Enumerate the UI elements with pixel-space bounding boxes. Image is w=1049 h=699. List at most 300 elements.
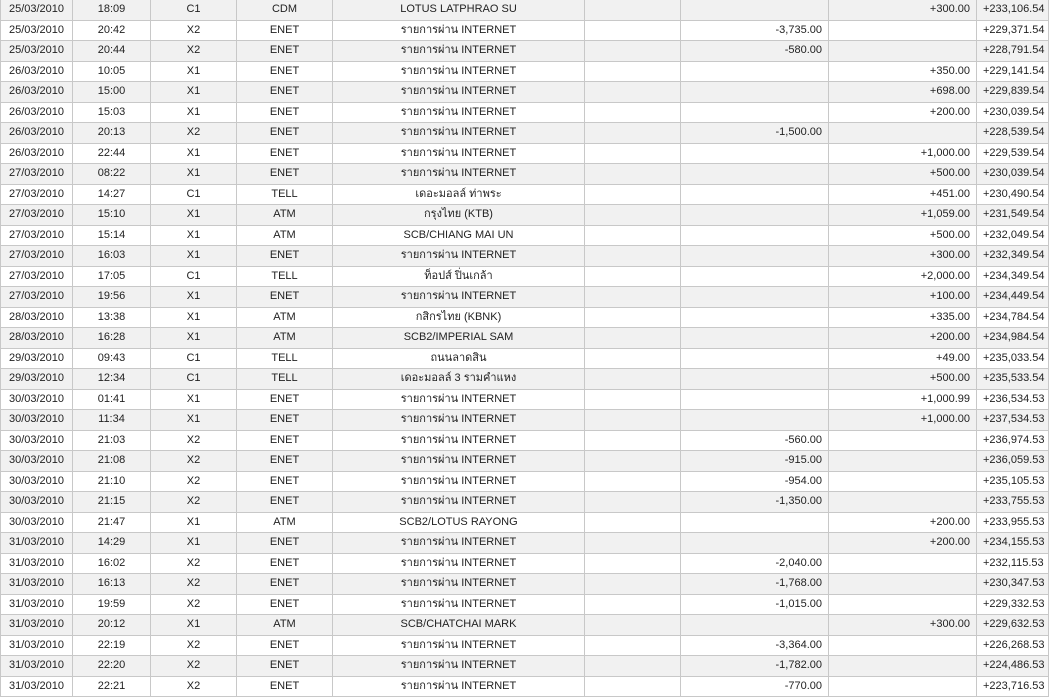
balance-cell: +229,839.54 (977, 82, 1049, 103)
note-cell (585, 307, 681, 328)
time-cell: 12:34 (73, 369, 151, 390)
note-cell (585, 246, 681, 267)
code-cell: C1 (151, 266, 237, 287)
table-row (1, 553, 1049, 574)
deposit-cell: +200.00 (829, 328, 977, 349)
description-cell: รายการผ่าน INTERNET (333, 471, 585, 492)
deposit-cell: +1,059.00 (829, 205, 977, 226)
date-cell: 25/03/2010 (1, 0, 73, 20)
date-cell: 26/03/2010 (1, 61, 73, 82)
description-cell: LOTUS LATPHRAO SU (333, 0, 585, 20)
deposit-cell: +698.00 (829, 82, 977, 103)
description-cell: SCB2/LOTUS RAYONG (333, 512, 585, 533)
date-cell: 27/03/2010 (1, 225, 73, 246)
description-cell: รายการผ่าน INTERNET (333, 123, 585, 144)
description-cell: รายการผ่าน INTERNET (333, 430, 585, 451)
table-row (1, 348, 1049, 369)
withdrawal-cell (681, 205, 829, 226)
description-cell: รายการผ่าน INTERNET (333, 82, 585, 103)
withdrawal-cell (681, 102, 829, 123)
code-cell: C1 (151, 0, 237, 20)
note-cell (585, 164, 681, 185)
time-cell: 19:59 (73, 594, 151, 615)
description-cell: รายการผ่าน INTERNET (333, 102, 585, 123)
description-cell: ท็อปส์ ปิ่นเกล้า (333, 266, 585, 287)
withdrawal-cell (681, 533, 829, 554)
withdrawal-cell: -954.00 (681, 471, 829, 492)
channel-cell: ATM (237, 205, 333, 226)
channel-cell: CDM (237, 0, 333, 20)
balance-cell: +230,039.54 (977, 164, 1049, 185)
balance-cell: +229,332.53 (977, 594, 1049, 615)
date-cell: 30/03/2010 (1, 492, 73, 513)
channel-cell: ENET (237, 389, 333, 410)
balance-cell: +234,349.54 (977, 266, 1049, 287)
balance-cell: +229,632.53 (977, 615, 1049, 636)
date-cell: 31/03/2010 (1, 594, 73, 615)
balance-cell: +235,533.54 (977, 369, 1049, 390)
table-row (1, 533, 1049, 554)
code-cell: X1 (151, 225, 237, 246)
deposit-cell: +500.00 (829, 225, 977, 246)
time-cell: 16:02 (73, 553, 151, 574)
description-cell: รายการผ่าน INTERNET (333, 676, 585, 697)
table-row (1, 287, 1049, 308)
deposit-cell (829, 676, 977, 697)
date-cell: 28/03/2010 (1, 328, 73, 349)
balance-cell: +237,534.53 (977, 410, 1049, 431)
balance-cell: +229,539.54 (977, 143, 1049, 164)
date-cell: 29/03/2010 (1, 348, 73, 369)
channel-cell: ENET (237, 533, 333, 554)
balance-cell: +232,049.54 (977, 225, 1049, 246)
channel-cell: ATM (237, 307, 333, 328)
date-cell: 30/03/2010 (1, 451, 73, 472)
note-cell (585, 143, 681, 164)
note-cell (585, 492, 681, 513)
table-row (1, 676, 1049, 697)
note-cell (585, 41, 681, 62)
code-cell: X1 (151, 102, 237, 123)
channel-cell: ENET (237, 492, 333, 513)
description-cell: รายการผ่าน INTERNET (333, 20, 585, 41)
balance-cell: +228,539.54 (977, 123, 1049, 144)
balance-cell: +230,490.54 (977, 184, 1049, 205)
channel-cell: ENET (237, 246, 333, 267)
code-cell: X1 (151, 287, 237, 308)
channel-cell: ATM (237, 615, 333, 636)
balance-cell: +232,115.53 (977, 553, 1049, 574)
channel-cell: ENET (237, 102, 333, 123)
withdrawal-cell: -1,500.00 (681, 123, 829, 144)
time-cell: 13:38 (73, 307, 151, 328)
description-cell: รายการผ่าน INTERNET (333, 533, 585, 554)
deposit-cell: +100.00 (829, 287, 977, 308)
description-cell: SCB/CHIANG MAI UN (333, 225, 585, 246)
withdrawal-cell (681, 143, 829, 164)
table-row (1, 410, 1049, 431)
description-cell: รายการผ่าน INTERNET (333, 164, 585, 185)
balance-cell: +233,755.53 (977, 492, 1049, 513)
date-cell: 31/03/2010 (1, 615, 73, 636)
date-cell: 30/03/2010 (1, 389, 73, 410)
note-cell (585, 594, 681, 615)
time-cell: 19:56 (73, 287, 151, 308)
note-cell (585, 184, 681, 205)
note-cell (585, 615, 681, 636)
table-row (1, 164, 1049, 185)
code-cell: X2 (151, 430, 237, 451)
time-cell: 21:08 (73, 451, 151, 472)
deposit-cell: +300.00 (829, 615, 977, 636)
code-cell: X2 (151, 594, 237, 615)
note-cell (585, 0, 681, 20)
date-cell: 26/03/2010 (1, 143, 73, 164)
code-cell: X2 (151, 574, 237, 595)
note-cell (585, 471, 681, 492)
code-cell: X2 (151, 635, 237, 656)
withdrawal-cell (681, 61, 829, 82)
withdrawal-cell (681, 287, 829, 308)
deposit-cell: +2,000.00 (829, 266, 977, 287)
time-cell: 15:10 (73, 205, 151, 226)
table-row (1, 656, 1049, 677)
time-cell: 16:28 (73, 328, 151, 349)
date-cell: 30/03/2010 (1, 512, 73, 533)
channel-cell: ENET (237, 574, 333, 595)
withdrawal-cell (681, 512, 829, 533)
channel-cell: ENET (237, 471, 333, 492)
deposit-cell (829, 553, 977, 574)
channel-cell: ENET (237, 451, 333, 472)
time-cell: 20:13 (73, 123, 151, 144)
channel-cell: ATM (237, 328, 333, 349)
channel-cell: ENET (237, 287, 333, 308)
description-cell: รายการผ่าน INTERNET (333, 492, 585, 513)
time-cell: 20:44 (73, 41, 151, 62)
date-cell: 27/03/2010 (1, 246, 73, 267)
balance-cell: +226,268.53 (977, 635, 1049, 656)
date-cell: 27/03/2010 (1, 205, 73, 226)
deposit-cell: +300.00 (829, 246, 977, 267)
table-row (1, 389, 1049, 410)
channel-cell: ENET (237, 61, 333, 82)
time-cell: 01:41 (73, 389, 151, 410)
code-cell: X1 (151, 164, 237, 185)
withdrawal-cell (681, 225, 829, 246)
balance-cell: +224,486.53 (977, 656, 1049, 677)
withdrawal-cell (681, 246, 829, 267)
description-cell: กสิกรไทย (KBNK) (333, 307, 585, 328)
table-row (1, 266, 1049, 287)
note-cell (585, 553, 681, 574)
code-cell: X2 (151, 471, 237, 492)
balance-cell: +229,141.54 (977, 61, 1049, 82)
deposit-cell (829, 451, 977, 472)
note-cell (585, 328, 681, 349)
channel-cell: ENET (237, 82, 333, 103)
channel-cell: ENET (237, 41, 333, 62)
date-cell: 30/03/2010 (1, 430, 73, 451)
withdrawal-cell (681, 348, 829, 369)
withdrawal-cell (681, 164, 829, 185)
withdrawal-cell (681, 307, 829, 328)
channel-cell: ENET (237, 430, 333, 451)
description-cell: SCB2/IMPERIAL SAM (333, 328, 585, 349)
description-cell: เดอะมอลล์ ท่าพระ (333, 184, 585, 205)
note-cell (585, 656, 681, 677)
table-row (1, 123, 1049, 144)
note-cell (585, 369, 681, 390)
time-cell: 21:47 (73, 512, 151, 533)
deposit-cell: +335.00 (829, 307, 977, 328)
table-row (1, 492, 1049, 513)
table-row (1, 20, 1049, 41)
description-cell: รายการผ่าน INTERNET (333, 451, 585, 472)
date-cell: 27/03/2010 (1, 164, 73, 185)
channel-cell: ENET (237, 635, 333, 656)
note-cell (585, 205, 681, 226)
withdrawal-cell: -560.00 (681, 430, 829, 451)
withdrawal-cell (681, 615, 829, 636)
date-cell: 25/03/2010 (1, 41, 73, 62)
channel-cell: ENET (237, 410, 333, 431)
time-cell: 11:34 (73, 410, 151, 431)
code-cell: X2 (151, 451, 237, 472)
table-row (1, 102, 1049, 123)
description-cell: รายการผ่าน INTERNET (333, 41, 585, 62)
time-cell: 20:12 (73, 615, 151, 636)
balance-cell: +233,106.54 (977, 0, 1049, 20)
date-cell: 26/03/2010 (1, 82, 73, 103)
description-cell: รายการผ่าน INTERNET (333, 635, 585, 656)
date-cell: 31/03/2010 (1, 574, 73, 595)
withdrawal-cell (681, 0, 829, 20)
withdrawal-cell (681, 184, 829, 205)
table-row (1, 430, 1049, 451)
note-cell (585, 676, 681, 697)
note-cell (585, 635, 681, 656)
time-cell: 09:43 (73, 348, 151, 369)
time-cell: 17:05 (73, 266, 151, 287)
time-cell: 08:22 (73, 164, 151, 185)
code-cell: X2 (151, 123, 237, 144)
deposit-cell (829, 594, 977, 615)
channel-cell: TELL (237, 184, 333, 205)
balance-cell: +235,105.53 (977, 471, 1049, 492)
withdrawal-cell: -1,782.00 (681, 656, 829, 677)
code-cell: X1 (151, 615, 237, 636)
description-cell: รายการผ่าน INTERNET (333, 656, 585, 677)
deposit-cell: +1,000.99 (829, 389, 977, 410)
table-row (1, 82, 1049, 103)
code-cell: X1 (151, 389, 237, 410)
table-row (1, 143, 1049, 164)
balance-cell: +223,716.53 (977, 676, 1049, 697)
balance-cell: +234,155.53 (977, 533, 1049, 554)
balance-cell: +234,449.54 (977, 287, 1049, 308)
withdrawal-cell: -580.00 (681, 41, 829, 62)
withdrawal-cell (681, 410, 829, 431)
deposit-cell: +49.00 (829, 348, 977, 369)
note-cell (585, 533, 681, 554)
balance-cell: +233,955.53 (977, 512, 1049, 533)
code-cell: X1 (151, 328, 237, 349)
table-row (1, 574, 1049, 595)
channel-cell: TELL (237, 369, 333, 390)
note-cell (585, 451, 681, 472)
withdrawal-cell (681, 389, 829, 410)
note-cell (585, 82, 681, 103)
code-cell: X1 (151, 410, 237, 431)
code-cell: X1 (151, 246, 237, 267)
balance-cell: +236,974.53 (977, 430, 1049, 451)
date-cell: 30/03/2010 (1, 471, 73, 492)
channel-cell: ENET (237, 123, 333, 144)
date-cell: 31/03/2010 (1, 635, 73, 656)
note-cell (585, 102, 681, 123)
note-cell (585, 512, 681, 533)
time-cell: 21:10 (73, 471, 151, 492)
table-row (1, 246, 1049, 267)
time-cell: 14:29 (73, 533, 151, 554)
table-row (1, 205, 1049, 226)
balance-cell: +230,039.54 (977, 102, 1049, 123)
deposit-cell: +350.00 (829, 61, 977, 82)
note-cell (585, 430, 681, 451)
channel-cell: ENET (237, 656, 333, 677)
note-cell (585, 287, 681, 308)
withdrawal-cell: -770.00 (681, 676, 829, 697)
description-cell: รายการผ่าน INTERNET (333, 594, 585, 615)
note-cell (585, 389, 681, 410)
date-cell: 31/03/2010 (1, 656, 73, 677)
code-cell: X1 (151, 533, 237, 554)
table-row (1, 615, 1049, 636)
description-cell: รายการผ่าน INTERNET (333, 246, 585, 267)
withdrawal-cell: -1,015.00 (681, 594, 829, 615)
withdrawal-cell: -3,735.00 (681, 20, 829, 41)
table-row (1, 61, 1049, 82)
deposit-cell (829, 492, 977, 513)
note-cell (585, 61, 681, 82)
withdrawal-cell: -1,350.00 (681, 492, 829, 513)
channel-cell: ENET (237, 143, 333, 164)
description-cell: รายการผ่าน INTERNET (333, 287, 585, 308)
code-cell: C1 (151, 184, 237, 205)
description-cell: รายการผ่าน INTERNET (333, 574, 585, 595)
note-cell (585, 574, 681, 595)
date-cell: 26/03/2010 (1, 123, 73, 144)
date-cell: 27/03/2010 (1, 266, 73, 287)
deposit-cell (829, 656, 977, 677)
note-cell (585, 123, 681, 144)
time-cell: 22:20 (73, 656, 151, 677)
deposit-cell: +451.00 (829, 184, 977, 205)
channel-cell: ENET (237, 20, 333, 41)
balance-cell: +235,033.54 (977, 348, 1049, 369)
time-cell: 22:44 (73, 143, 151, 164)
withdrawal-cell (681, 82, 829, 103)
deposit-cell (829, 471, 977, 492)
code-cell: X1 (151, 205, 237, 226)
description-cell: SCB/CHATCHAI MARK (333, 615, 585, 636)
deposit-cell (829, 430, 977, 451)
deposit-cell (829, 123, 977, 144)
deposit-cell: +300.00 (829, 0, 977, 20)
table-row (1, 369, 1049, 390)
code-cell: X2 (151, 553, 237, 574)
deposit-cell: +1,000.00 (829, 410, 977, 431)
time-cell: 21:15 (73, 492, 151, 513)
date-cell: 31/03/2010 (1, 553, 73, 574)
note-cell (585, 266, 681, 287)
channel-cell: ENET (237, 553, 333, 574)
deposit-cell: +200.00 (829, 533, 977, 554)
time-cell: 18:09 (73, 0, 151, 20)
date-cell: 28/03/2010 (1, 307, 73, 328)
deposit-cell: +500.00 (829, 369, 977, 390)
table-row (1, 184, 1049, 205)
balance-cell: +236,534.53 (977, 389, 1049, 410)
time-cell: 22:19 (73, 635, 151, 656)
code-cell: X1 (151, 61, 237, 82)
code-cell: X2 (151, 656, 237, 677)
deposit-cell (829, 574, 977, 595)
time-cell: 14:27 (73, 184, 151, 205)
date-cell: 27/03/2010 (1, 184, 73, 205)
description-cell: รายการผ่าน INTERNET (333, 553, 585, 574)
deposit-cell (829, 20, 977, 41)
table-row (1, 635, 1049, 656)
table-row (1, 512, 1049, 533)
withdrawal-cell (681, 369, 829, 390)
description-cell: รายการผ่าน INTERNET (333, 410, 585, 431)
table-row (1, 471, 1049, 492)
time-cell: 15:00 (73, 82, 151, 103)
note-cell (585, 348, 681, 369)
time-cell: 15:03 (73, 102, 151, 123)
transaction-rows (1, 0, 1049, 697)
channel-cell: ATM (237, 225, 333, 246)
withdrawal-cell (681, 266, 829, 287)
channel-cell: TELL (237, 348, 333, 369)
note-cell (585, 410, 681, 431)
deposit-cell (829, 635, 977, 656)
withdrawal-cell (681, 328, 829, 349)
time-cell: 16:03 (73, 246, 151, 267)
withdrawal-cell: -915.00 (681, 451, 829, 472)
balance-cell: +231,549.54 (977, 205, 1049, 226)
balance-cell: +234,984.54 (977, 328, 1049, 349)
date-cell: 27/03/2010 (1, 287, 73, 308)
table-row (1, 225, 1049, 246)
deposit-cell (829, 41, 977, 62)
note-cell (585, 20, 681, 41)
table-row (1, 41, 1049, 62)
code-cell: C1 (151, 369, 237, 390)
balance-cell: +230,347.53 (977, 574, 1049, 595)
table-row (1, 451, 1049, 472)
description-cell: กรุงไทย (KTB) (333, 205, 585, 226)
time-cell: 21:03 (73, 430, 151, 451)
time-cell: 10:05 (73, 61, 151, 82)
description-cell: รายการผ่าน INTERNET (333, 143, 585, 164)
date-cell: 25/03/2010 (1, 20, 73, 41)
balance-cell: +232,349.54 (977, 246, 1049, 267)
deposit-cell: +1,000.00 (829, 143, 977, 164)
date-cell: 31/03/2010 (1, 533, 73, 554)
